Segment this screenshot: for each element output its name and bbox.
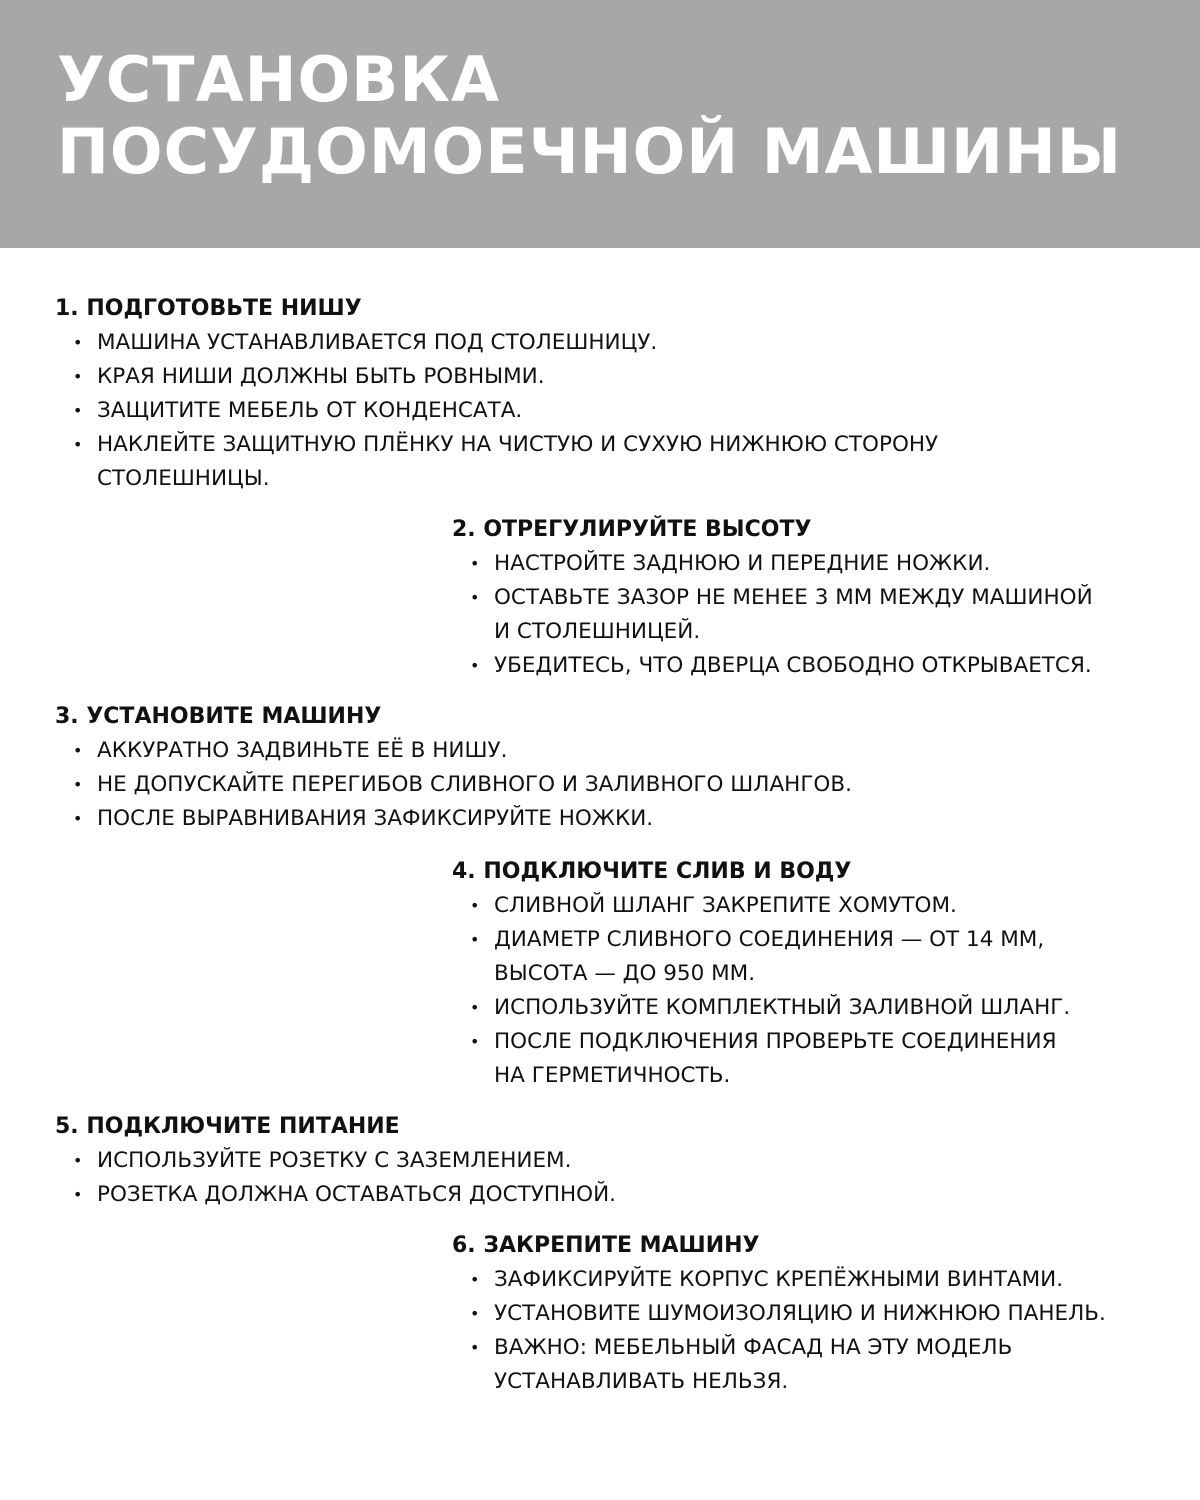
- section-title: 6. ЗАКРЕПИТЕ МАШИНУ: [452, 1233, 760, 1258]
- list-item-line: МАШИНА УСТАНАВЛИВАЕТСЯ ПОД СТОЛЕШНИЦУ.: [97, 330, 658, 355]
- list-item-line: СТОЛЕШНИЦЫ.: [97, 466, 270, 491]
- list-item-line: НЕ ДОПУСКАЙТЕ ПЕРЕГИБОВ СЛИВНОГО И ЗАЛИВНОГО ШЛАНГОВ.: [97, 772, 852, 797]
- list-item: [55, 1178, 775, 1212]
- list-item-line: УБЕДИТЕСЬ, ЧТО ДВЕРЦА СВОБОДНО ОТКРЫВАЕТСЯ.: [494, 653, 1092, 678]
- bullet-icon: •: [73, 333, 83, 352]
- list-item-line: НАКЛЕЙТЕ ЗАЩИТНУЮ ПЛЁНКУ НА ЧИСТУЮ И СУХУЮ НИЖНЮЮ СТОРОНУ: [97, 432, 939, 457]
- list-item-line: СЛИВНОЙ ШЛАНГ ЗАКРЕПИТЕ ХОМУТОМ.: [494, 893, 957, 918]
- instruction-list: [452, 547, 1172, 683]
- list-item-line: РОЗЕТКА ДОЛЖНА ОСТАВАТЬСЯ ДОСТУПНОЙ.: [97, 1182, 616, 1207]
- list-item: [452, 547, 1172, 581]
- list-item: [452, 649, 1172, 683]
- list-item-line: ЗАЩИТИТЕ МЕБЕЛЬ ОТ КОНДЕНСАТА.: [97, 398, 523, 423]
- list-item: [55, 802, 775, 836]
- bullet-icon: •: [470, 656, 480, 675]
- list-item-text: [494, 991, 1172, 1025]
- list-item-text: [97, 360, 775, 394]
- bullet-icon: •: [470, 896, 480, 915]
- list-item: [452, 1297, 1172, 1331]
- section-install-machine: [55, 700, 852, 836]
- list-item: [55, 768, 852, 802]
- list-item-line: НА ГЕРМЕТИЧНОСТЬ.: [494, 1063, 731, 1088]
- list-item: [55, 360, 775, 394]
- list-item: [55, 734, 775, 768]
- list-item: [452, 1263, 1172, 1297]
- list-item-line: И СТОЛЕШНИЦЕЙ.: [494, 619, 701, 644]
- bullet-icon: •: [73, 367, 83, 386]
- bullet-icon: •: [470, 554, 480, 573]
- list-item-text: [97, 1144, 775, 1178]
- section-connect-drain-water: [452, 855, 1172, 1093]
- bullet-icon: •: [73, 775, 83, 794]
- list-item-text: [97, 326, 775, 360]
- list-item-text: [494, 581, 1172, 649]
- list-item-text: [494, 1297, 1172, 1331]
- bullet-icon: •: [470, 1270, 480, 1289]
- instruction-list: [55, 326, 939, 496]
- list-item-line: АККУРАТНО ЗАДВИНЬТЕ ЕЁ В НИШУ.: [97, 738, 508, 763]
- list-item-line: ОСТАВЬТЕ ЗАЗОР НЕ МЕНЕЕ 3 ММ МЕЖДУ МАШИНОЙ: [494, 585, 1093, 610]
- section-title: 2. ОТРЕГУЛИРУЙТЕ ВЫСОТУ: [452, 517, 812, 542]
- bullet-icon: •: [470, 1338, 480, 1357]
- section-title: 3. УСТАНОВИТЕ МАШИНУ: [55, 704, 382, 729]
- list-item-text: [97, 394, 775, 428]
- list-item-text: [494, 923, 1172, 991]
- bullet-icon: •: [470, 998, 480, 1017]
- list-item-text: [494, 547, 1172, 581]
- bullet-icon: •: [73, 1185, 83, 1204]
- list-item-text: [494, 649, 1172, 683]
- list-item-text: [97, 768, 852, 802]
- bullet-icon: •: [470, 1032, 480, 1051]
- list-item-text: [97, 1178, 775, 1212]
- section-title: 1. ПОДГОТОВЬТЕ НИШУ: [55, 296, 362, 321]
- list-item-line: ДИАМЕТР СЛИВНОГО СОЕДИНЕНИЯ — ОТ 14 ММ,: [494, 927, 1045, 952]
- list-item-line: ВЫСОТА — ДО 950 ММ.: [494, 961, 756, 986]
- bullet-icon: •: [73, 1151, 83, 1170]
- list-item-line: ИСПОЛЬЗУЙТЕ РОЗЕТКУ С ЗАЗЕМЛЕНИЕМ.: [97, 1148, 572, 1173]
- section-prepare-niche: [55, 292, 939, 496]
- section-connect-power: [55, 1110, 775, 1212]
- bullet-icon: •: [73, 435, 83, 454]
- list-item-line: ИСПОЛЬЗУЙТЕ КОМПЛЕКТНЫЙ ЗАЛИВНОЙ ШЛАНГ.: [494, 995, 1071, 1020]
- list-item-line: ПОСЛЕ ВЫРАВНИВАНИЯ ЗАФИКСИРУЙТЕ НОЖКИ.: [97, 806, 654, 831]
- list-item: [55, 394, 775, 428]
- list-item-line: КРАЯ НИШИ ДОЛЖНЫ БЫТЬ РОВНЫМИ.: [97, 364, 545, 389]
- bullet-icon: •: [73, 741, 83, 760]
- list-item-text: [97, 734, 775, 768]
- bullet-icon: •: [73, 401, 83, 420]
- list-item-line: УСТАНОВИТЕ ШУМОИЗОЛЯЦИЮ И НИЖНЮЮ ПАНЕЛЬ.: [494, 1301, 1106, 1326]
- section-secure-machine: [452, 1229, 1172, 1399]
- list-item-text: [494, 1331, 1172, 1399]
- bullet-icon: •: [470, 930, 480, 949]
- list-item: [452, 1025, 1172, 1093]
- section-title: 5. ПОДКЛЮЧИТЕ ПИТАНИЕ: [55, 1114, 400, 1139]
- list-item-line: ВАЖНО: МЕБЕЛЬНЫЙ ФАСАД НА ЭТУ МОДЕЛЬ: [494, 1335, 1013, 1360]
- section-title: 4. ПОДКЛЮЧИТЕ СЛИВ И ВОДУ: [452, 859, 852, 884]
- header-banner: [0, 0, 1200, 248]
- list-item-text: [97, 802, 775, 836]
- list-item-text: [494, 1025, 1172, 1093]
- list-item: [55, 326, 775, 360]
- list-item-line: ПОСЛЕ ПОДКЛЮЧЕНИЯ ПРОВЕРЬТЕ СОЕДИНЕНИЯ: [494, 1029, 1057, 1054]
- instruction-list: [452, 1263, 1172, 1399]
- list-item-text: [97, 428, 939, 496]
- list-item: [55, 1144, 775, 1178]
- section-adjust-height: [452, 513, 1172, 683]
- list-item-text: [494, 889, 1172, 923]
- list-item: [55, 428, 939, 496]
- list-item: [452, 991, 1172, 1025]
- list-item: [452, 923, 1172, 991]
- instruction-list: [55, 734, 852, 836]
- bullet-icon: •: [470, 1304, 480, 1323]
- list-item-line: НАСТРОЙТЕ ЗАДНЮЮ И ПЕРЕДНИЕ НОЖКИ.: [494, 551, 991, 576]
- page-title-line-1: УСТАНОВКА: [57, 43, 501, 116]
- list-item: [452, 1331, 1172, 1399]
- page-title: [57, 44, 1122, 188]
- page-title-line-2: ПОСУДОМОЕЧНОЙ МАШИНЫ: [57, 115, 1123, 188]
- bullet-icon: •: [470, 588, 480, 607]
- list-item-text: [494, 1263, 1172, 1297]
- bullet-icon: •: [73, 809, 83, 828]
- list-item: [452, 889, 1172, 923]
- list-item-line: УСТАНАВЛИВАТЬ НЕЛЬЗЯ.: [494, 1369, 789, 1394]
- instruction-list: [55, 1144, 775, 1212]
- list-item-line: ЗАФИКСИРУЙТЕ КОРПУС КРЕПЁЖНЫМИ ВИНТАМИ.: [494, 1267, 1064, 1292]
- list-item: [452, 581, 1172, 649]
- instruction-list: [452, 889, 1172, 1093]
